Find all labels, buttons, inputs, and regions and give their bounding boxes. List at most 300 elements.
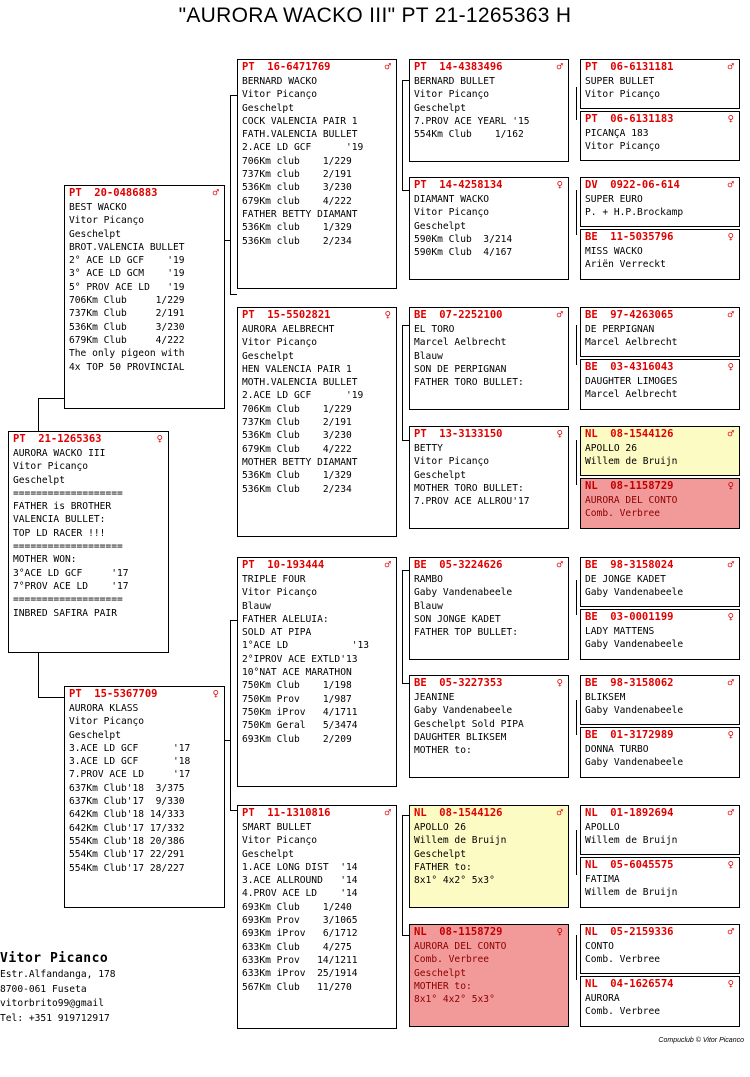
detail-line: 637Km Club'18 3/375 [69,782,185,794]
detail-line: 2° ACE LD GCF '19 [69,255,185,267]
male-symbol-icon: ♂ [556,807,563,819]
pigeon-details [581,690,739,718]
pigeon-name: AURORA KLASS [69,703,139,714]
female-symbol-icon: ♀ [727,611,734,623]
male-symbol-icon: ♂ [727,179,734,191]
female-symbol-icon: ♀ [556,926,563,938]
ring-number [581,977,739,991]
male-symbol-icon: ♂ [384,61,391,73]
pigeon-details [410,441,568,508]
detail-line: 679Km club 4/222 [242,195,352,207]
pedigree-card-dam-dam [237,805,397,1029]
pigeon-details [581,939,739,967]
detail-line: Gaby Vandenabeele [585,705,684,717]
ring-number [581,558,739,572]
detail-line: Blauw [414,600,443,612]
detail-line: 536Km Club 3/230 [242,430,352,442]
pedigree-card-g6 [580,359,740,410]
detail-line: Geschelpt [69,729,121,741]
detail-line: 706Km Club 1/229 [69,295,185,307]
detail-line: TOP LD RACER !!! [13,527,106,539]
owner-name: Vitor Picanco [0,951,109,966]
ring-number [238,60,396,74]
pigeon-details [581,872,739,900]
detail-line: Blauw [414,350,443,362]
ring-number [238,308,396,322]
pigeon-details [410,820,568,887]
pedigree-card-g1 [580,59,740,109]
detail-line: 693Km Club 1/240 [242,901,352,913]
detail-line: Gaby Vandenabeele [585,639,684,651]
detail-line: Geschelpt [13,474,65,486]
ring-text: NL 04-1626574 [585,978,674,990]
detail-line: SON DE PERPIGNAN [414,363,507,375]
female-symbol-icon: ♀ [556,677,563,689]
ring-text: DV 0922-06-614 [585,179,680,191]
pigeon-name: DE JONGE KADET [585,574,666,585]
ring-text: PT 16-6471769 [242,61,331,73]
female-symbol-icon: ♀ [212,688,219,700]
pigeon-name: EL TORO [414,324,455,335]
pigeon-name: BERNARD WACKO [242,76,318,87]
pedigree-card-ssd [409,177,569,280]
detail-line: 679Km Club 4/222 [242,443,352,455]
pigeon-details [581,820,739,848]
pedigree-card-g8 [580,478,740,529]
pigeon-details [581,244,739,272]
detail-line: 679Km Club 4/222 [69,334,185,346]
detail-line: MOTHER WON: [13,554,77,566]
pedigree-card-g5 [580,307,740,357]
pedigree-card-g16 [580,976,740,1027]
ring-number [581,676,739,690]
male-symbol-icon: ♂ [727,61,734,73]
detail-line: 737Km Club 2/191 [242,417,352,429]
detail-line: 750Km Club 1/198 [242,680,352,692]
footer-credit: Compuclub © Vitor Picanco [658,1037,744,1044]
pigeon-name: APOLLO 26 [414,822,466,833]
detail-line: Comb. Verbree [585,1006,661,1018]
pedigree-card-g4 [580,229,740,280]
detail-line: SOLD AT PIPA [242,627,312,639]
detail-line: MOTHER BETTY DIAMANT [242,456,358,468]
detail-line: Geschelpt [414,848,466,860]
detail-line: Comb. Verbree [585,508,661,520]
male-symbol-icon: ♂ [384,559,391,571]
detail-line: 633Km iProv 25/1914 [242,968,358,980]
ring-text: BE 03-4316043 [585,361,674,373]
pedigree-card-dss [409,557,569,660]
ring-number [581,60,739,74]
detail-line: COCK VALENCIA PAIR 1 [242,115,358,127]
detail-line: Marcel Aelbrecht [585,337,678,349]
male-symbol-icon: ♂ [556,309,563,321]
ring-text: BE 98-3158062 [585,677,674,689]
ring-number [581,479,739,493]
female-symbol-icon: ♀ [556,428,563,440]
pedigree-card-sire-dam [237,307,397,537]
pigeon-details [581,991,739,1019]
pigeon-details [9,446,168,620]
detail-line: =================== [13,487,123,499]
ring-text: PT 14-4258134 [414,179,503,191]
ring-text: NL 05-2159336 [585,926,674,938]
ring-number [581,610,739,624]
detail-line: 3.ACE ALLROUND '14 [242,875,358,887]
detail-line: 750Km iProv 4/1711 [242,706,358,718]
pedigree-card-sdd [409,426,569,529]
detail-line: 567Km Club 11/270 [242,981,352,993]
detail-line: The only pigeon with [69,348,185,360]
pigeon-details [65,200,224,374]
female-symbol-icon: ♀ [727,729,734,741]
detail-line: 2.ACE LD GCF '19 [242,142,364,154]
detail-line: 536Km club 2/234 [242,235,352,247]
detail-line: P. + H.P.Brockamp [585,207,684,219]
owner-info [0,950,116,1026]
pigeon-details [581,624,739,652]
detail-line: 7°PROV ACE LD '17 [13,580,129,592]
detail-line: 536Km club 1/329 [242,222,352,234]
pigeon-details [581,374,739,402]
detail-line: Ariën Verreckt [585,259,666,271]
detail-line: 737Km club 2/191 [242,169,352,181]
detail-line: 8x1° 4x2° 5x3° [414,994,495,1006]
pigeon-name: AURORA [585,993,620,1004]
pigeon-name: AURORA DEL CONTO [414,941,507,952]
detail-line: MOTHER to: [414,980,472,992]
pedigree-card-ddd [409,924,569,1027]
male-symbol-icon: ♂ [727,428,734,440]
pedigree-card-dsd [409,675,569,778]
male-symbol-icon: ♂ [212,187,219,199]
detail-line: Comb. Verbree [585,954,661,966]
detail-line: Geschelpt [414,102,466,114]
detail-line: 5° PROV ACE LD '19 [69,281,185,293]
pedigree-card-g11 [580,675,740,725]
detail-line: 637Km Club'17 9/330 [69,796,185,808]
pedigree-card-sds [409,307,569,410]
detail-line: 1.ACE LONG DIST '14 [242,861,358,873]
detail-line: SON JONGE KADET [414,613,501,625]
detail-line: =================== [13,541,123,553]
ring-text: PT 06-6131183 [585,113,674,125]
female-symbol-icon: ♀ [727,231,734,243]
ring-text: PT 14-4383496 [414,61,503,73]
pigeon-details [410,939,568,1006]
ring-text: BE 07-2252100 [414,309,503,321]
ring-text: PT 06-6131181 [585,61,674,73]
pigeon-name: BLIKSEM [585,692,626,703]
detail-line: Gaby Vandenabeele [414,705,513,717]
detail-line: Blauw [242,600,271,612]
pigeon-name: BEST WACKO [69,202,127,213]
detail-line: 536Km club 3/230 [242,182,352,194]
detail-line: FATHER ALELUIA: [242,613,329,625]
ring-number [410,925,568,939]
detail-line: Geschelpt [242,102,294,114]
pigeon-name: BERNARD BULLET [414,76,495,87]
ring-number [410,60,568,74]
detail-line: INBRED SAFIRA PAIR [13,607,117,619]
ring-number [65,687,224,701]
pigeon-details [581,493,739,521]
owner-address: Estr.Alfandanga, 178 [0,969,116,980]
detail-line: BROT.VALENCIA BULLET [69,241,185,253]
detail-line: Geschelpt [242,350,294,362]
pigeon-name: SMART BULLET [242,822,312,833]
pedigree-card-g2 [580,111,740,161]
pigeon-name: CONTO [585,941,614,952]
pigeon-name: MISS WACKO [585,246,643,257]
pigeon-name: DE PERPIGNAN [585,324,655,335]
pigeon-details [581,322,739,350]
detail-line: 706Km Club 1/229 [242,403,352,415]
ring-number [581,427,739,441]
ring-text: PT 13-3133150 [414,428,503,440]
pedigree-card-g7 [580,426,740,476]
detail-line: Geschelpt [242,848,294,860]
detail-line: FATHER TOP BULLET: [414,627,518,639]
pedigree-card-sss [409,59,569,162]
ring-text: BE 05-3227353 [414,677,503,689]
detail-line: 554Km Club'18 20/386 [69,835,185,847]
pedigree-card-g14 [580,857,740,908]
pigeon-name: PICANÇA 183 [585,128,649,139]
detail-line: 3°ACE LD GCF '17 [13,567,129,579]
pigeon-details [410,192,568,259]
detail-line: FATHER is BROTHER [13,501,112,513]
ring-text: PT 20-0486883 [69,187,158,199]
ring-number [581,858,739,872]
pedigree-card-sire [64,185,225,409]
pigeon-name: APOLLO 26 [585,443,637,454]
detail-line: 3.ACE LD GCF '18 [69,756,191,768]
pigeon-details [410,322,568,389]
ring-number [581,230,739,244]
pedigree-card-g3 [580,177,740,227]
pigeon-details [410,572,568,639]
ring-text: BE 01-3172989 [585,729,674,741]
pedigree-card-dam [64,686,225,908]
owner-email: vitorbrito99@gmail [0,998,104,1009]
pigeon-name: FATIMA [585,874,620,885]
detail-line: FATHER TORO BULLET: [414,377,524,389]
detail-line: Vitor Picanço [585,141,661,153]
pedigree-card-g13 [580,805,740,855]
detail-line: VALENCIA BULLET: [13,514,106,526]
detail-line: 7.PROV ACE LD '17 [69,769,191,781]
ring-text: BE 03-0001199 [585,611,674,623]
ring-number [581,360,739,374]
pigeon-details [581,742,739,770]
pigeon-name: APOLLO [585,822,620,833]
detail-line: Willem de Bruijn [585,887,678,899]
detail-line: 8x1° 4x2° 5x3° [414,875,495,887]
detail-line: 633Km Club 4/275 [242,941,352,953]
detail-line: 750Km Prov 1/987 [242,693,352,705]
pigeon-details [581,192,739,220]
detail-line: FATHER to: [414,861,472,873]
detail-line: Vitor Picanço [242,835,318,847]
male-symbol-icon: ♂ [384,807,391,819]
pigeon-details [410,74,568,141]
detail-line: 642Km Club'17 17/332 [69,822,185,834]
male-symbol-icon: ♂ [727,309,734,321]
male-symbol-icon: ♂ [727,677,734,689]
ring-number [581,925,739,939]
female-symbol-icon: ♀ [727,978,734,990]
ring-text: PT 15-5502821 [242,309,331,321]
detail-line: Vitor Picanço [414,456,490,468]
ring-number [581,112,739,126]
detail-line: 3° ACE LD GCM '19 [69,268,185,280]
detail-line: 642Km Club'18 14/333 [69,809,185,821]
detail-line: Willem de Bruijn [414,835,507,847]
pedigree-card-dds [409,805,569,908]
detail-line: Vitor Picanço [414,207,490,219]
ring-number [238,558,396,572]
detail-line: 2.ACE LD GCF '19 [242,390,364,402]
ring-number [410,178,568,192]
detail-line: Willem de Bruijn [585,835,678,847]
male-symbol-icon: ♂ [727,559,734,571]
ring-text: NL 08-1158729 [414,926,503,938]
detail-line: Vitor Picanço [585,89,661,101]
ring-number [581,728,739,742]
detail-line: Vitor Picanço [242,587,318,599]
pigeon-details [410,690,568,757]
detail-line: Geschelpt Sold PIPA [414,718,524,730]
detail-line: FATH.VALENCIA BULLET [242,129,358,141]
detail-line: Willem de Bruijn [585,456,678,468]
detail-line: Gaby Vandenabeele [414,587,513,599]
female-symbol-icon: ♀ [727,361,734,373]
detail-line: 693Km Club 2/209 [242,733,352,745]
detail-line: HEN VALENCIA PAIR 1 [242,363,352,375]
owner-phone: Tel: +351 919712917 [0,1012,110,1024]
ring-text: BE 98-3158024 [585,559,674,571]
male-symbol-icon: ♂ [727,807,734,819]
pedigree-card-subject [8,431,169,653]
ring-number [410,676,568,690]
detail-line: 750Km Geral 5/3474 [242,720,358,732]
ring-text: PT 11-1310816 [242,807,331,819]
detail-line: 536Km Club 1/329 [242,470,352,482]
female-symbol-icon: ♀ [556,179,563,191]
pedigree-card-dam-sire [237,557,397,787]
detail-line: FATHER BETTY DIAMANT [242,208,358,220]
detail-line: Geschelpt [414,469,466,481]
female-symbol-icon: ♀ [384,309,391,321]
pigeon-details [581,441,739,469]
pigeon-details [581,572,739,600]
pigeon-details [238,572,396,746]
female-symbol-icon: ♀ [727,480,734,492]
detail-line: Geschelpt [414,220,466,232]
male-symbol-icon: ♂ [556,559,563,571]
ring-text: BE 97-4263065 [585,309,674,321]
detail-line: Geschelpt [414,967,466,979]
ring-number [581,178,739,192]
pigeon-name: DIAMANT WACKO [414,194,490,205]
pigeon-details [238,820,396,994]
pedigree-card-g10 [580,609,740,660]
detail-line: 590Km Club 4/167 [414,247,513,259]
ring-text: PT 10-193444 [242,559,325,571]
pigeon-name: AURORA WACKO III [13,448,106,459]
pigeon-name: SUPER EURO [585,194,643,205]
pedigree-card-sire-sire [237,59,397,289]
detail-line: 633Km Prov 14/1211 [242,954,358,966]
detail-line: 536Km Club 2/234 [242,483,352,495]
detail-line: Vitor Picanço [414,89,490,101]
detail-line: 706Km club 1/229 [242,155,352,167]
detail-line: Vitor Picanço [69,215,145,227]
detail-line: 10°NAT ACE MARATHON [242,667,352,679]
detail-line: 554Km Club'17 28/227 [69,862,185,874]
detail-line: 7.PROV ACE YEARL '15 [414,115,530,127]
ring-text: NL 08-1544126 [585,428,674,440]
pedigree-card-g15 [580,924,740,974]
ring-text: PT 15-5367709 [69,688,158,700]
pigeon-name: TRIPLE FOUR [242,574,306,585]
ring-text: BE 05-3224626 [414,559,503,571]
detail-line: Marcel Aelbrecht [585,389,678,401]
detail-line: 4.PROV ACE LD '14 [242,888,358,900]
ring-number [581,806,739,820]
pigeon-name: DONNA TURBO [585,744,649,755]
detail-line: Geschelpt [69,228,121,240]
ring-number [65,186,224,200]
female-symbol-icon: ♀ [727,113,734,125]
male-symbol-icon: ♂ [727,926,734,938]
detail-line: Marcel Aelbrecht [414,337,507,349]
detail-line: MOTHER TORO BULLET: [414,482,524,494]
pigeon-name: AURORA DEL CONTO [585,495,678,506]
female-symbol-icon: ♀ [156,433,163,445]
ring-text: BE 11-5035796 [585,231,674,243]
pigeon-name: RAMBO [414,574,443,585]
ring-text: NL 01-1892694 [585,807,674,819]
detail-line: Vitor Picanço [13,461,89,473]
detail-line: 554Km Club 1/162 [414,129,524,141]
detail-line: 4x TOP 50 PROVINCIAL [69,361,185,373]
ring-number [9,432,168,446]
detail-line: 1°ACE LD '13 [242,640,370,652]
page-title: "AURORA WACKO III" PT 21-1265363 H [178,4,572,27]
pigeon-details [238,74,396,248]
detail-line: Vitor Picanço [242,89,318,101]
detail-line: 693Km iProv 6/1712 [242,928,358,940]
detail-line: =================== [13,594,123,606]
pigeon-name: SUPER BULLET [585,76,655,87]
detail-line: 590Km Club 3/214 [414,233,513,245]
detail-line: DAUGHTER BLIKSEM [414,731,507,743]
pigeon-name: BETTY [414,443,443,454]
ring-text: NL 08-1158729 [585,480,674,492]
pigeon-name: JEANINE [414,692,455,703]
ring-number [410,308,568,322]
ring-text: PT 21-1265363 [13,433,102,445]
ring-number [410,558,568,572]
female-symbol-icon: ♀ [727,859,734,871]
ring-number [238,806,396,820]
detail-line: 2°IPROV ACE EXTLD'13 [242,653,358,665]
pigeon-details [581,74,739,102]
pigeon-details [581,126,739,154]
detail-line: 3.ACE LD GCF '17 [69,742,191,754]
